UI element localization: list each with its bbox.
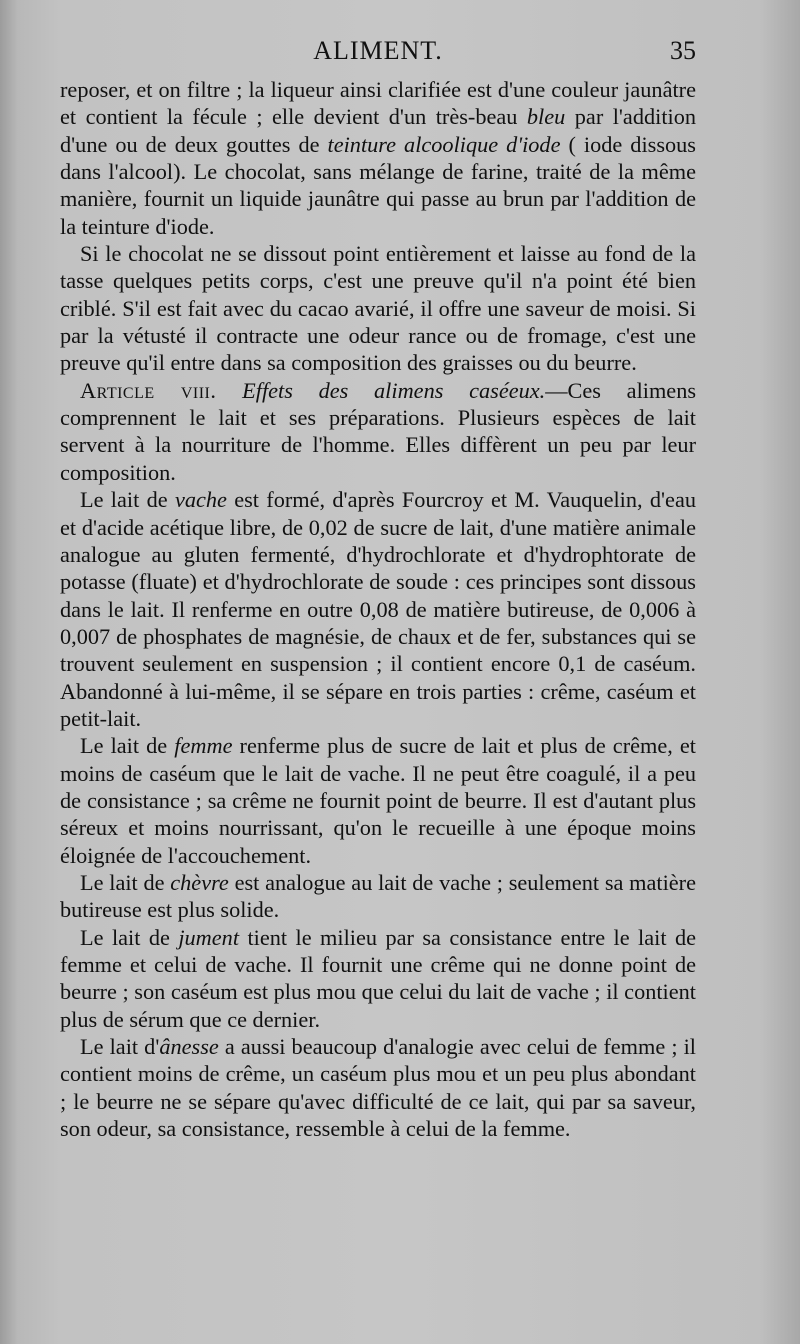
text-run: est analogue au lait de vache ; seulement sa matière butireuse est plus solide.	[60, 869, 696, 923]
text-run: Le lait de	[80, 869, 171, 895]
text-run: Le lait de	[80, 487, 175, 513]
paragraph-8	[60, 1033, 696, 1142]
text-run: par l'addition d'une ou de deux gouttes de	[60, 104, 697, 157]
paragraph-6	[60, 869, 696, 924]
text-run: Le lait de	[80, 733, 175, 759]
italic-term: jument	[178, 924, 240, 950]
paragraph-7	[60, 924, 696, 1033]
paragraph-2: Si le chocolat ne se dissout point entièrement et laisse au fond de la tasse quelques petits corps, c'est une preuve qu'il n'a point été bien criblé. S'il est fait avec du cacao avarié, il offre une saveur de moisi. Si par la vétusté il contracte une odeur rance ou de fromage, c'est une preuve qu'il entre dans sa composition des graisses ou du beurre.	[60, 241, 696, 376]
body-text	[60, 76, 696, 1142]
article-heading: Effets des alimens caséeux.	[242, 377, 546, 403]
italic-term: chèvre	[170, 869, 229, 895]
text-run: —Ces alimens comprennent le lait et ses préparations. Plusieurs espèces de lait servent à la nourriture de l'homme. Elles diffèrent un peu par leur composition.	[60, 377, 697, 485]
text-run: a aussi beaucoup d'analogie avec celui de femme ; il contient moins de crême, un caséum plus mou et un peu plus abondant ; le beurre ne se sépare qu'avec difficulté de ce lait, qui par sa saveur, son odeur, sa consistance, ressemble à celui de la femme.	[60, 1034, 696, 1142]
page-number: 35	[670, 36, 696, 65]
text-run: est formé, d'après Fourcroy et M. Vauquelin, d'eau et d'acide acétique libre, de 0,02 de sucre de lait, d'une matière animale analogue au gluten fermenté, d'hydrochlorate et d'hydrophtorate de potasse (fluate) et d'hydrochlorate de soude : ces principes sont dissous dans le lait. Il renferme en outre 0,08 de matière butireuse, de 0,006 à 0,007 de phosphates de magnésie, de chaux et de fer, substances qui se trouvent seulement en suspension ; il contient encore 0,1 de caséum. Abandonné à lui-même, il se sépare en trois parties : crême, caséum et petit-lait.	[60, 487, 696, 731]
text-run: Le lait d'	[80, 1034, 160, 1060]
text-run: tient le milieu par sa consistance entre le lait de femme et celui de vache. Il fournit une crême qui ne donne point de beurre ; son caséum est plus mou que celui du lait de vache ; il contient plus de sérum que ce dernier.	[60, 924, 697, 1032]
italic-term: vache	[174, 487, 227, 513]
italic-term: teinture alcoolique d'iode	[327, 131, 561, 157]
italic-term: bleu	[526, 104, 566, 130]
running-head	[60, 36, 696, 72]
italic-term: femme	[174, 733, 233, 759]
running-title: ALIMENT.	[313, 36, 443, 65]
text-run: ( iode dissous dans l'alcool). Le chocolat, sans mélange de farine, traité de la même manière, fournit un liquide jaunâtre qui passe au brun par l'addition de la teinture d'iode.	[60, 131, 696, 239]
paragraph-5	[60, 732, 696, 869]
text-run: reposer, et on filtre ; la liqueur ainsi clarifiée est d'une couleur jaunâtre et contient la fécule ; elle devient d'un très-beau	[60, 77, 696, 130]
italic-term: ânesse	[159, 1034, 219, 1060]
paragraph-3	[60, 377, 696, 486]
text-run: Le lait de	[80, 924, 179, 950]
paragraph-1	[60, 76, 696, 240]
paragraph-4	[60, 486, 696, 732]
article-label: Article viii.	[80, 377, 217, 403]
text-run: renferme plus de sucre de lait et plus de crême, et moins de caséum que le lait de vache. Il ne peut être coagulé, il a peu de consistance ; sa crême ne fournit point de beurre. Il est d'autant plus séreux et moins nourrissant, qu'on le recueille à une époque moins éloignée de l'accouchement.	[60, 733, 697, 868]
